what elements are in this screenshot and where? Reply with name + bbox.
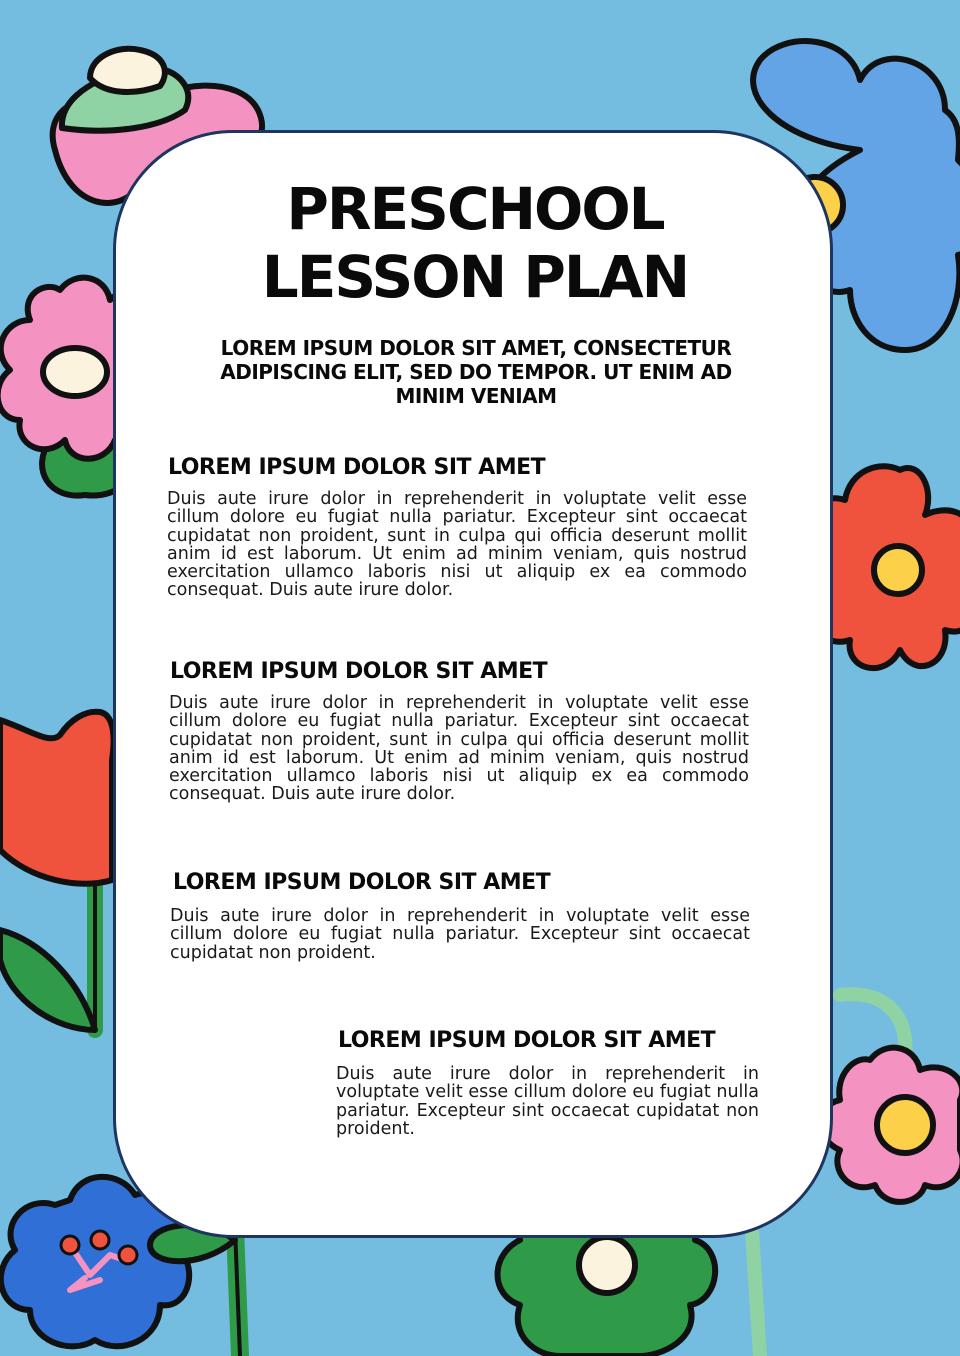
subtitle: LOREM IPSUM DOLOR SIT AMET, CONSECTETUR ADIPISCING ELIT, SED DO TEMPOR. UT ENIM AD MINIM VENIAM [220,336,732,408]
section-heading: LOREM IPSUM DOLOR SIT AMET [338,1028,716,1053]
section-body: Duis aute irure dolor in reprehenderit in voluptate velit esse cillum dolore eu fugiat nulla pariatur. Excepteur sint occaecat cupidatat non proident. [336,1064,759,1139]
title-line-2: LESSON PLAN [261,243,689,311]
section-heading: LOREM IPSUM DOLOR SIT AMET [168,455,546,480]
section-body: Duis aute irure dolor in reprehenderit in voluptate velit esse cillum dolore eu fugiat nulla pariatur. Excepteur sint occaecat cupidatat non proident, sunt in culpa qui officia deserunt mollit anim id est laborum. Ut enim ad minim veniam, quis nostrud exercitation ullamco laboris nisi ut aliquip ex ea commodo consequat. Duis aute irure dolor. [169,693,749,805]
page-title [0,175,950,311]
section-body: Duis aute irure dolor in reprehenderit in voluptate velit esse cillum dolore eu fugiat nulla pariatur. Excepteur sint occaecat cupidatat non proident. [170,906,750,963]
title-line-1: PRESCHOOL [286,175,664,243]
section-heading: LOREM IPSUM DOLOR SIT AMET [173,870,551,895]
section-heading: LOREM IPSUM DOLOR SIT AMET [170,659,548,684]
section-body: Duis aute irure dolor in reprehenderit in voluptate velit esse cillum dolore eu fugiat nulla pariatur. Excepteur sint occaecat cupidatat non proident, sunt in culpa qui officia deserunt mollit anim id est laborum. Ut enim ad minim veniam, quis nostrud exercitation ullamco laboris nisi ut aliquip ex ea commodo consequat. Duis aute irure dolor. [167,489,747,601]
red-tulip-left-icon [0,712,114,1030]
